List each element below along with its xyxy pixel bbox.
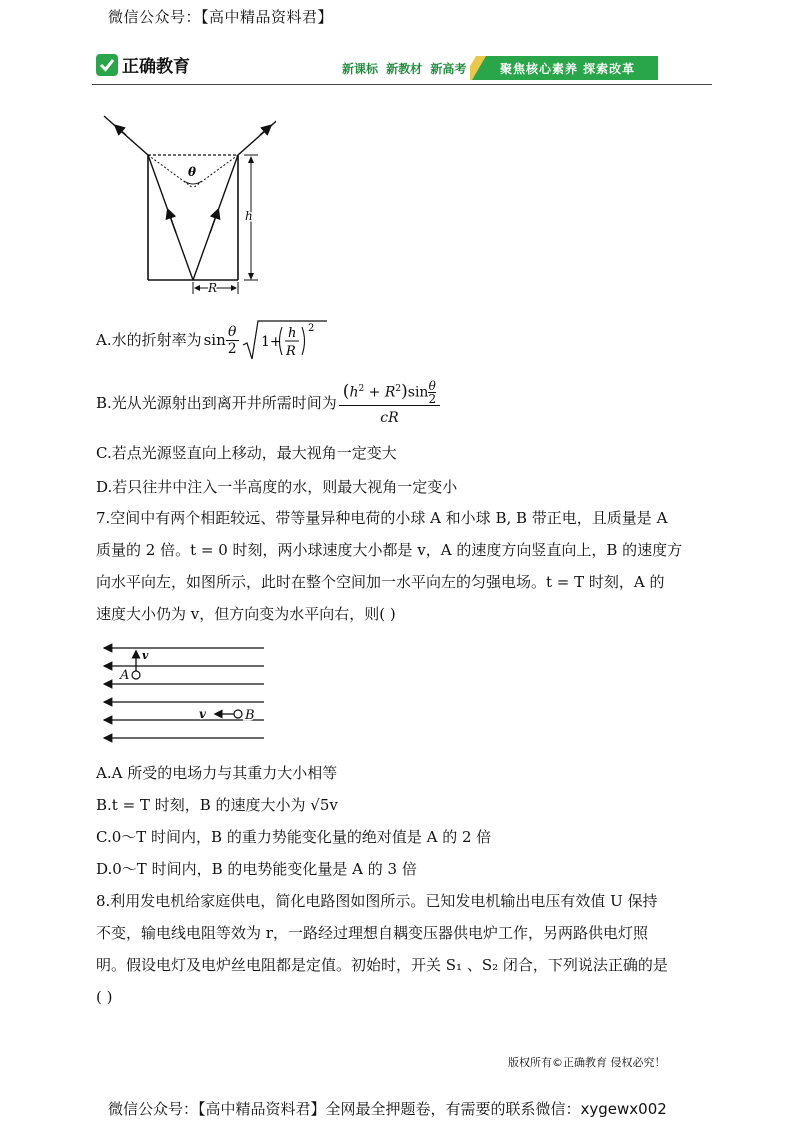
theta-label: θ (188, 165, 197, 179)
v-a-label: v (142, 649, 149, 662)
q7-stem-line1: 7.空间中有两个相距较远、带等量异种电荷的小球 A 和小球 B, B 带正电，且质量是 A (96, 509, 668, 527)
q7-option-c: C.0～T 时间内，B 的重力势能变化量的绝对值是 A 的 2 倍 (96, 828, 492, 846)
q8-stem-line3: 明。假设电灯及电炉丝电阻都是定值。初始时，开关 S₁ 、S₂ 闭合，下列说法正确的是 (96, 956, 668, 974)
q6-option-b: B.光从光源射出到离开井所需时间为 $(h^2 + R^2)\sin$ $\frac{\theta}{2}$ cR (96, 380, 440, 426)
field-figure (100, 638, 270, 748)
q7-stem-line2: 质量的 2 倍。t = 0 时刻，两小球速度大小都是 v，A 的速度方向竖直向上，B 的速度方 (96, 541, 683, 559)
copyright-notice: 版权所有©正确教育 侵权必究！ (508, 1056, 666, 1069)
check-icon (96, 54, 118, 76)
svg-text:R: R (285, 344, 296, 359)
wechat-header: 微信公众号：【高中精品资料君】 (108, 8, 334, 26)
q6-option-d: D.若只往井中注入一半高度的水，则最大视角一定变小 (96, 478, 458, 496)
page-header (92, 46, 712, 86)
header-divider (92, 84, 712, 85)
svg-text:1+: 1+ (260, 334, 282, 350)
R-label: R (208, 281, 218, 295)
h-label: h (245, 209, 253, 223)
v-b-label: v (199, 707, 206, 721)
q7-stem-line4: 速度大小仍为 v，但方向变为水平向右，则( ) (96, 605, 396, 623)
a-label: A (120, 668, 130, 683)
q8-stem-line4: ( ) (96, 988, 113, 1006)
q7-option-d: D.0～T 时间内，B 的电势能变化量是 A 的 3 倍 (96, 860, 417, 878)
q6-option-a: A.水的折射率为 sin $\frac{\theta}{2}$ 1+ h R 2 (96, 317, 329, 363)
wechat-footer: 微信公众号：【高中精品资料君】全网最全押题卷，有需要的联系微信：xygewx002 (108, 1100, 667, 1118)
q7-option-a: A.A 所受的电场力与其重力大小相等 (96, 764, 338, 782)
slogan-banner (470, 56, 658, 80)
logo-text: 正确教育 (122, 57, 190, 77)
q6-option-c: C.若点光源竖直向上移动，最大视角一定变大 (96, 444, 397, 462)
q8-stem-line1: 8.利用发电机给家庭供电，简化电路图如图所示。已知发电机输出电压有效值 U 保持 (96, 892, 658, 910)
svg-text:h: h (287, 326, 297, 341)
slogan-right: 聚焦核心素养 探索改革 (500, 62, 636, 76)
b-label: B (245, 708, 255, 723)
q6-option-a-text: A.水的折射率为 (96, 331, 202, 349)
slogan-left: 新课标 新教材 新高考 (342, 62, 467, 76)
q7-stem-line3: 向水平向左，如图所示，此时在整个空间加一水平向左的匀强电场。t = T 时刻，A 的 (96, 573, 665, 591)
q6-option-b-text: B.光从光源射出到离开井所需时间为 (96, 394, 337, 412)
svg-text:2: 2 (307, 323, 315, 334)
q8-stem-line2: 不变，输电线电阻等效为 r，一路经过理想自耦变压器供电炉工作，另两路供电灯照 (96, 924, 648, 942)
sqrt-formula (241, 317, 329, 363)
logo (96, 52, 190, 77)
q7-option-b: B.t = T 时刻，B 的速度大小为 √5v (96, 796, 338, 814)
well-figure (96, 108, 276, 298)
